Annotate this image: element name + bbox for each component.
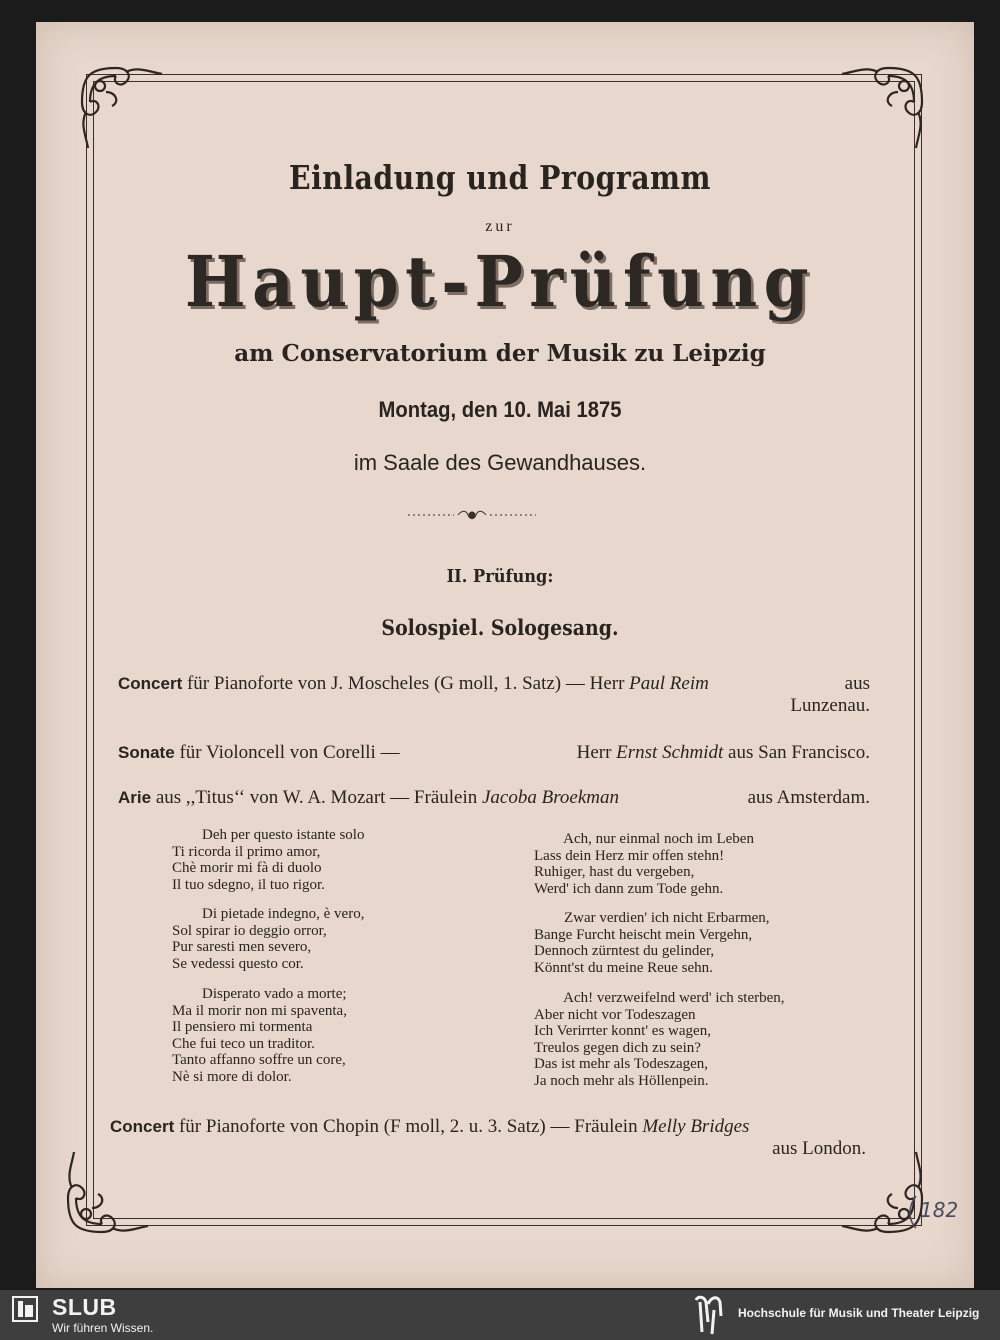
page-title: Haupt-Prüfung xyxy=(184,240,816,323)
item-performer: Melly Bridges xyxy=(642,1116,750,1137)
lyrics-german-stanza-1: Ach, nur einmal noch im Leben Lass dein Herz mir offen stehn! Ruhiger, hast du vergeben, Werd' ich dann zum Tode gehn. xyxy=(534,831,754,897)
item-performer: Paul Reim xyxy=(629,673,709,694)
program-item-1 xyxy=(118,673,870,717)
date-line: Montag, den 10. Mai 1875 xyxy=(378,397,622,422)
item-origin: Lunzenau. xyxy=(790,695,870,716)
corner-ornament-top-left xyxy=(76,62,168,154)
invitation-heading: Einladung und Programm xyxy=(289,158,711,197)
item-title-prefix: Herr xyxy=(576,742,612,763)
item-kind: Concert xyxy=(110,1117,175,1136)
footer-bar xyxy=(0,1290,1000,1340)
program-item-3 xyxy=(118,787,870,809)
item-origin: aus San Francisco. xyxy=(728,742,870,763)
program-item-4 xyxy=(110,1116,866,1160)
item-work: für Pianoforte von J. Moscheles (G moll, 1. Satz) — Herr xyxy=(186,673,625,694)
section-genre: Solospiel. Sologesang. xyxy=(381,615,619,640)
hmt-logo-icon xyxy=(690,1292,728,1338)
item-kind: Concert xyxy=(118,674,183,693)
lyrics-german-stanza-3: Ach! verzweifelnd werd' ich sterben, Aber nicht vor Todeszagen Ich Verirrter konnt' es wagen, Treulos gegen dich zu sein? Das ist mehr als Todeszagen, Ja noch mehr als Höllenpein. xyxy=(534,990,785,1089)
lyrics-italian-stanza-3: Disperato vado a morte; Ma il morir non mi spaventa, Il pensiero mi tormenta Che fui teco un traditor. Tanto affanno soffre un core, Nè si more di dolor. xyxy=(172,986,347,1085)
item-origin-prefix: aus xyxy=(844,673,870,694)
corner-ornament-top-right xyxy=(836,62,928,154)
item-work: für Pianoforte von Chopin (F moll, 2. u. 3. Satz) — Fräulein xyxy=(178,1116,638,1137)
library-name[interactable]: SLUB xyxy=(52,1294,117,1320)
venue-line: im Saale des Gewandhauses. xyxy=(353,450,647,475)
item-work: für Violoncell von Corelli — xyxy=(179,742,400,763)
lyrics-italian-stanza-2: Di pietade indegno, è vero, Sol spirar io deggio orror, Pur saresti men severo, Se vedessi questo cor. xyxy=(172,906,365,972)
item-origin: aus Amsterdam. xyxy=(747,787,870,808)
lyrics-german-stanza-2: Zwar verdien' ich nicht Erbarmen, Bange Furcht heischt mein Vergehn, Dennoch zürntest du gelinder, Könnt'st du meine Reue sehn. xyxy=(534,910,770,976)
item-performer: Jacoba Broekman xyxy=(482,787,619,808)
item-kind: Sonate xyxy=(118,743,175,762)
lyrics-italian-stanza-1: Deh per questo istante solo Ti ricorda il primo amor, Chè morir mi fà di duolo Il tuo sdegno, il tuo rigor. xyxy=(172,827,365,893)
item-work: aus ,,Titus‘‘ von W. A. Mozart — Fräulein xyxy=(155,787,478,808)
ornamental-divider xyxy=(408,508,536,522)
institution-line: am Conservatorium der Musik zu Leipzig xyxy=(234,340,766,367)
partner-institution[interactable]: Hochschule für Musik und Theater Leipzig xyxy=(738,1306,980,1320)
slub-logo-icon xyxy=(12,1296,38,1322)
handwritten-number: 182 xyxy=(920,1198,959,1222)
section-part: II. Prüfung: xyxy=(446,566,554,587)
library-tagline: Wir führen Wissen. xyxy=(52,1321,154,1335)
program-item-2 xyxy=(118,742,870,764)
item-kind: Arie xyxy=(118,788,152,807)
item-performer: Ernst Schmidt xyxy=(616,742,724,763)
preposition-text: zur xyxy=(485,218,515,235)
item-origin: aus London. xyxy=(772,1138,866,1159)
